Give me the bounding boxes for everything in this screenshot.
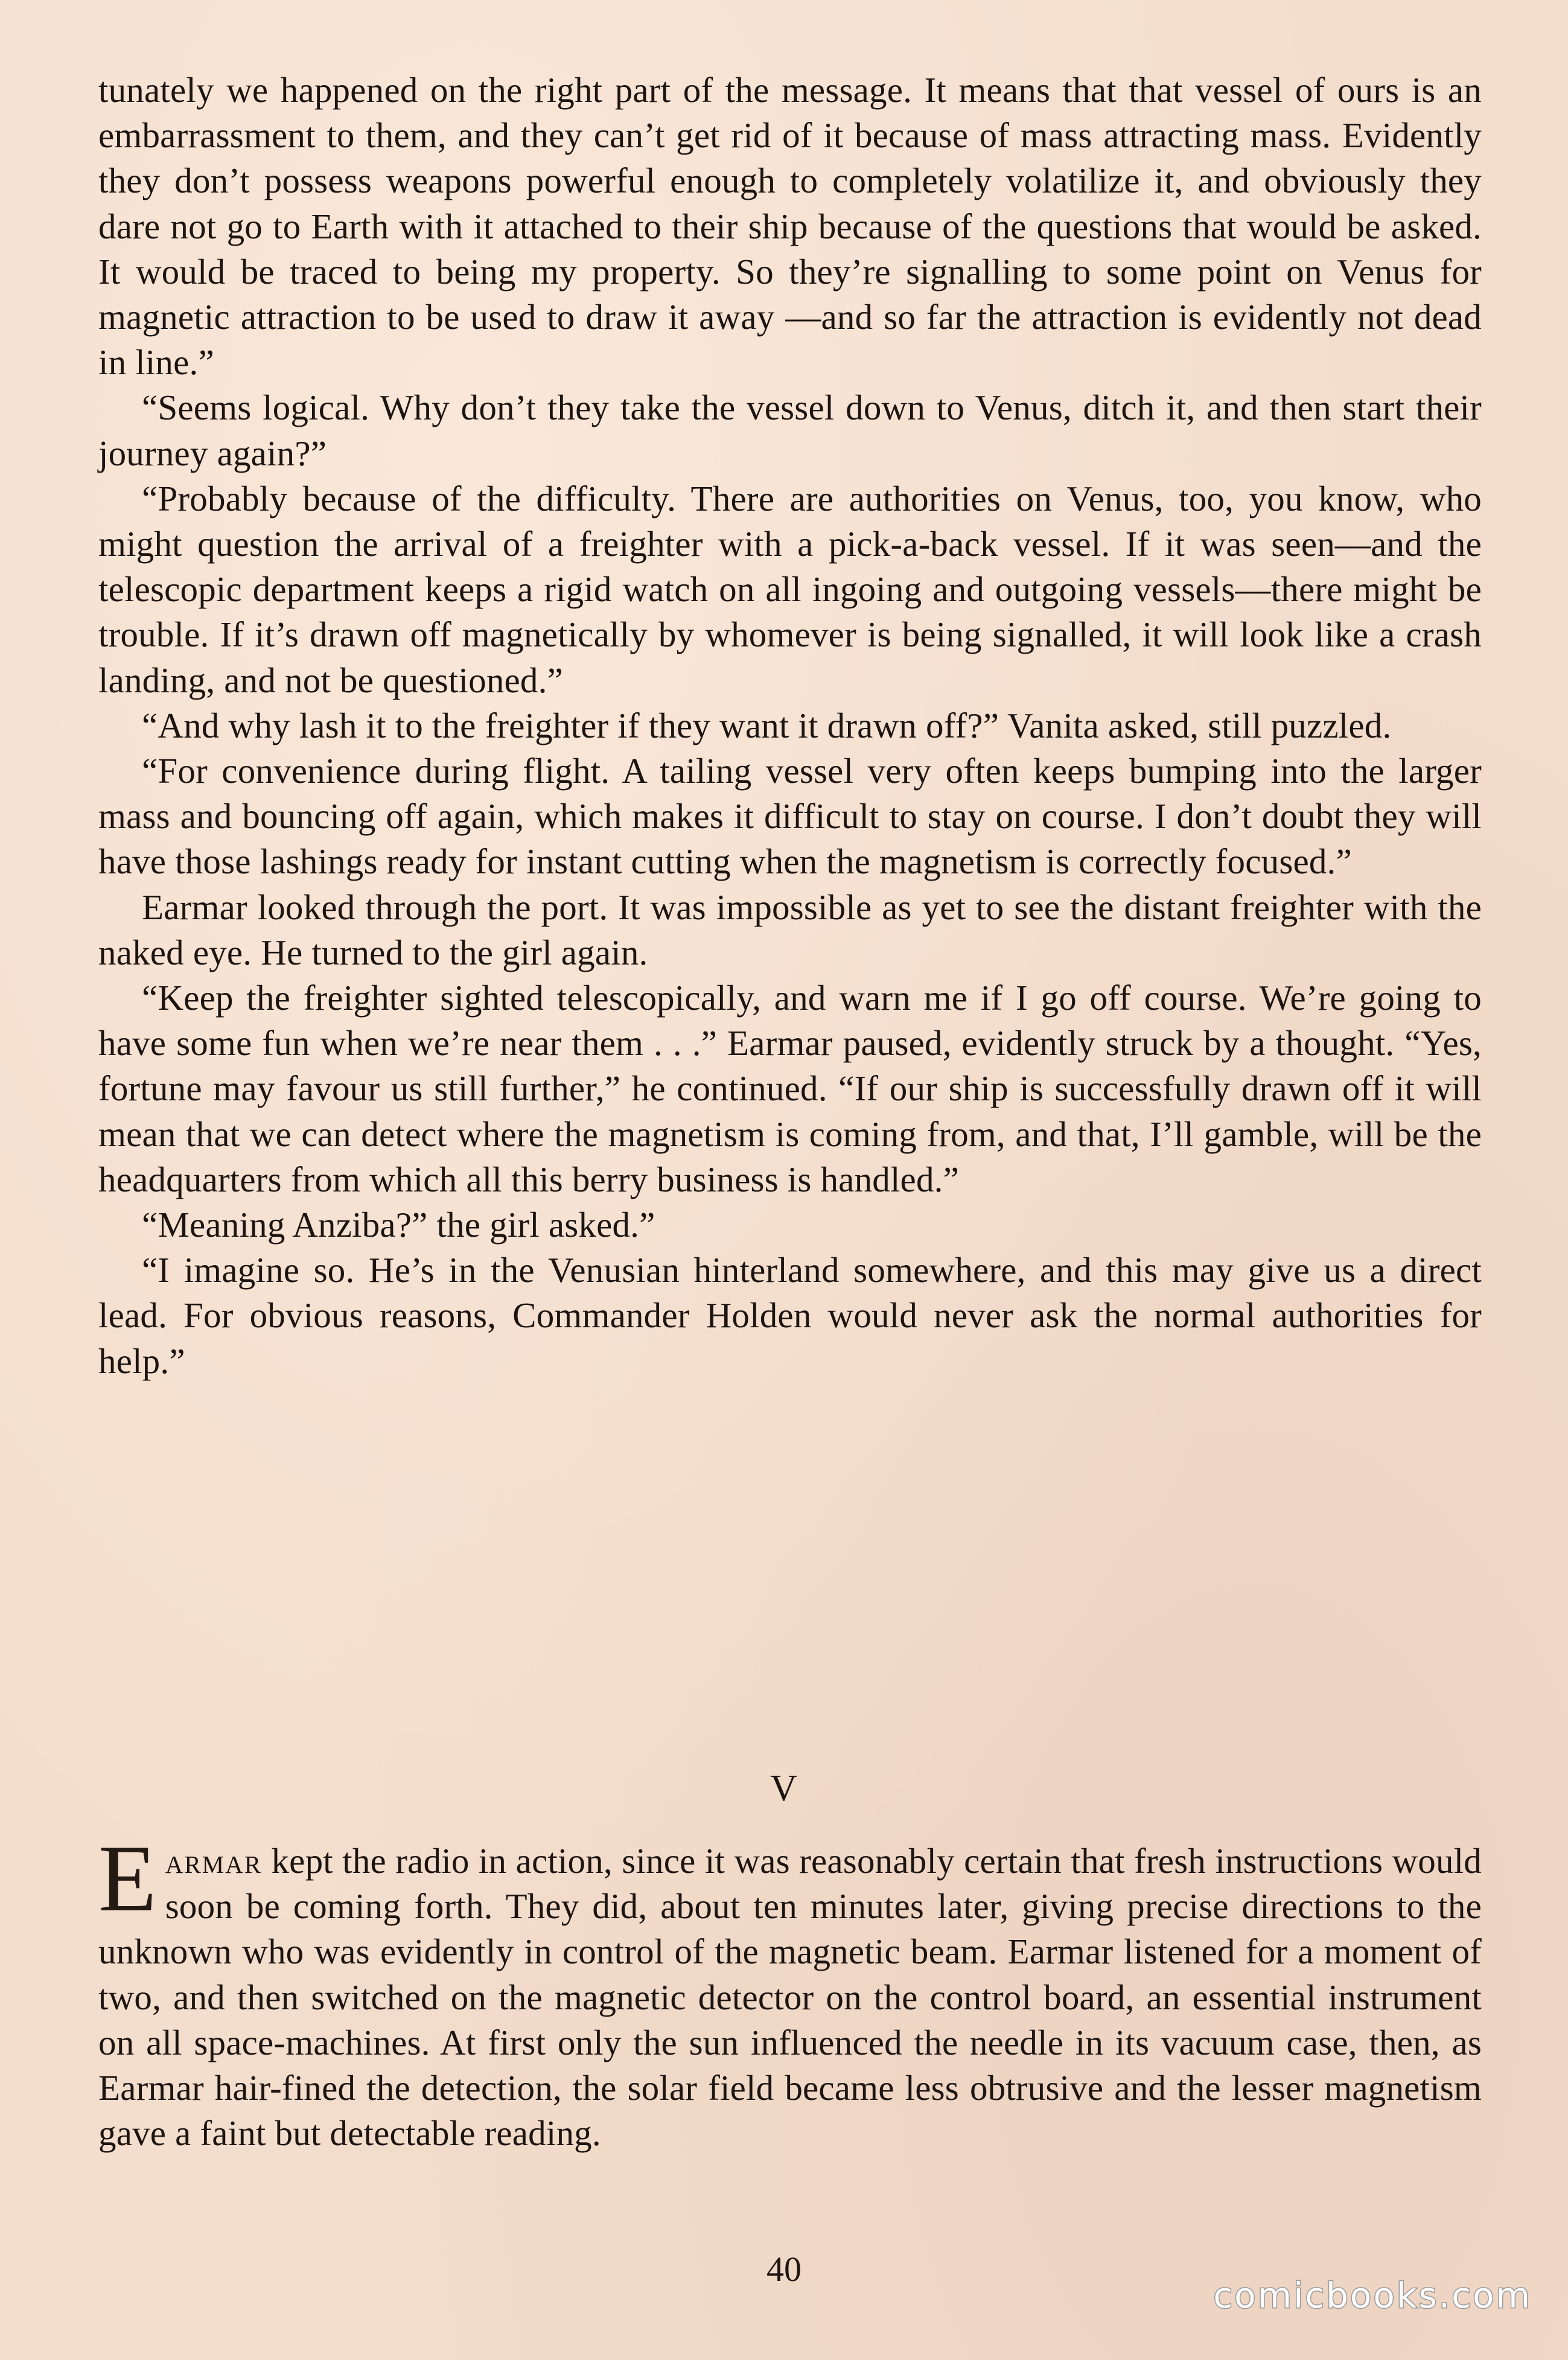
lead-in-word: armar — [165, 1841, 263, 1881]
page-number: 40 — [766, 2250, 802, 2289]
chapter-opening-text — [98, 1826, 1482, 2156]
paragraph: Earmar looked through the port. It was impossible as yet to see the distant freighter with the naked eye. He turned to the girl again. — [98, 887, 1482, 972]
watermark-logo: comicbooks.com — [1213, 2275, 1532, 2316]
paragraph: “Seems logical. Why don’t they take the vessel down to Venus, ditch it, and then start their journey again?” — [98, 387, 1482, 473]
story-text — [98, 68, 1482, 1384]
chapter-first-paragraph — [98, 1826, 1482, 2156]
chapter-heading: V — [770, 1768, 798, 1809]
paragraph: “I imagine so. He’s in the Venusian hinterland somewhere, and this may give us a direct lead. For obvious reasons, Commander Holden would never ask the normal authorities for help.” — [98, 1250, 1482, 1381]
paragraph: “Probably because of the difficulty. There are authorities on Venus, too, you know, who might question the arrival of a freighter with a pick-a-back vessel. If it was seen—and the telescopic department keeps a rigid watch on all ingoing and outgoing vessels—there might be trouble. If it’s drawn off magnetically by whomever is being signalled, it will look like a crash landing, and not be questioned.” — [98, 478, 1482, 700]
drop-cap: E — [98, 1826, 157, 1931]
paragraph: “For convenience during flight. A tailing vessel very often keeps bumping into the larger mass and bouncing off again, which makes it difficult to stay on course. I don’t doubt they will have those lashings ready for instant cutting when the magnetism is correctly focused.” — [98, 751, 1482, 882]
paragraph: “Meaning Anziba?” the girl asked.” — [142, 1205, 655, 1245]
chapter-paragraph-body: kept the radio in action, since it was reasonably certain that fresh instructions would soon be coming forth. They did, about ten minutes later, giving precise directions to the unknown who was evidently in control of the magnetic beam. Earmar listened for a moment of two, and then switched on the magnetic detector on the control board, an essential instrument on all space-machines. At first only the sun influenced the needle in its vacuum case, then, as Earmar hair-fined the detection, the solar field became less obtrusive and the lesser magnetism gave a faint but detectable reading. — [98, 1841, 1482, 2154]
paragraph-continued: tunately we happened on the right part of the message. It means that that vessel of ours is an embarrassment to them, and they can’t get rid of it because of mass attracting mass. Evidently they don’t possess weapons powerful enough to completely volatilize it, and obviously they dare not go to Earth with it attached to their ship because of the questions that would be asked. It would be traced to being my property. So they’re signalling to some point on Venus for magnetic attraction to be used to draw it away —and so far the attraction is evidently not dead in line.” — [98, 70, 1482, 383]
paragraph: “And why lash it to the freighter if they want it drawn off?” Vanita asked, still puzzled. — [142, 705, 1392, 745]
paragraph: “Keep the freighter sighted telescopically, and warn me if I go off course. We’re going to have some fun when we’re near them . . .” Earmar paused, evidently struck by a thought. “Yes, fortune may favour us still further,” he continued. “If our ship is successfully drawn off it will mean that we can detect where the magnetism is coming from, and that, I’ll gamble, will be the headquarters from which all this berry business is handled.” — [98, 978, 1482, 1199]
